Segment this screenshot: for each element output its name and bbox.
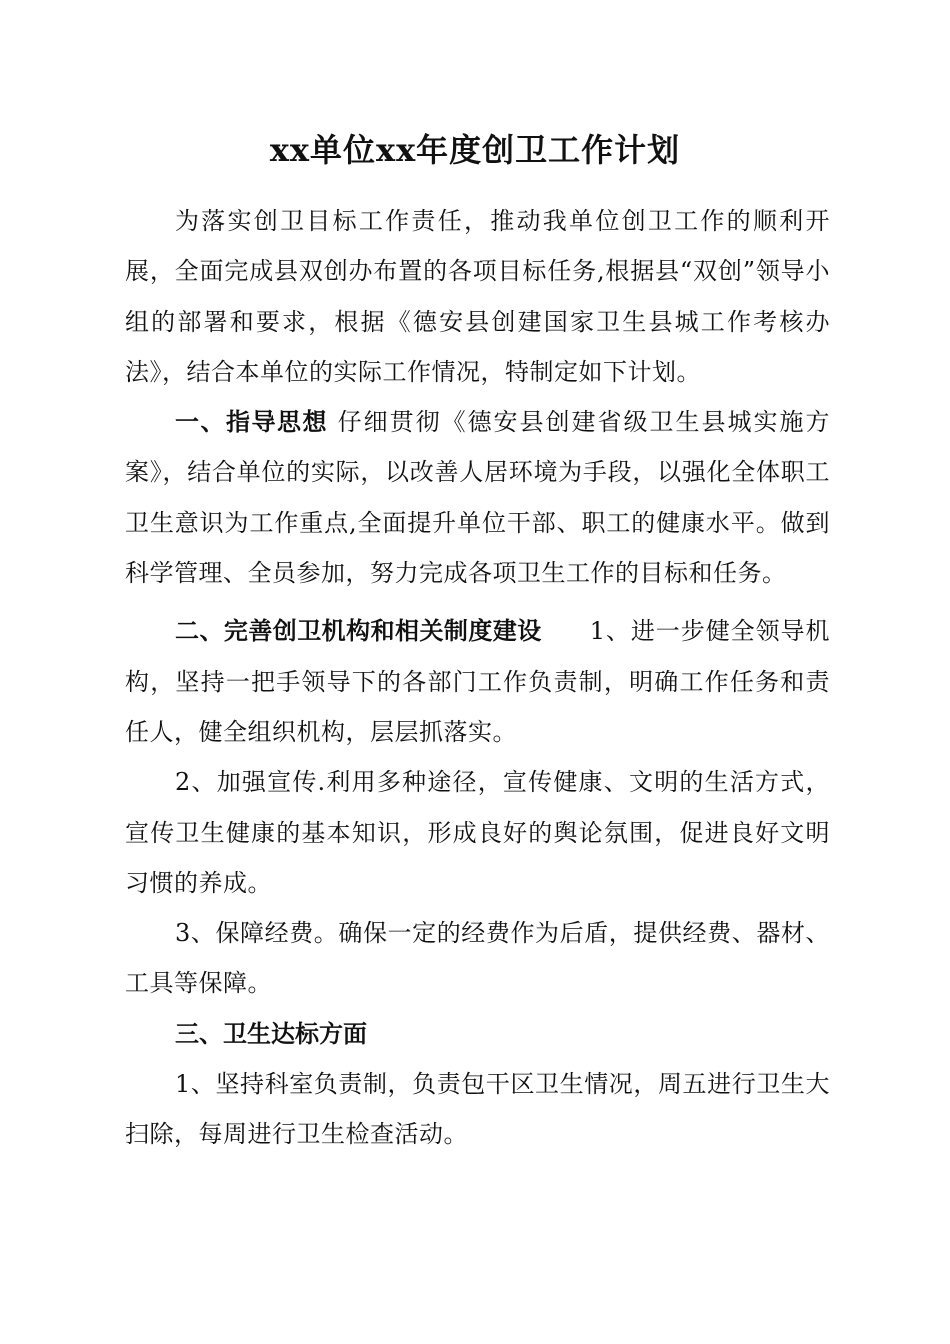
section-3-heading: 三、卫生达标方面 [175, 1019, 367, 1048]
section-2-item-3: 3、保障经费。确保一定的经费作为后盾，提供经费、器材、工具等保障。 [125, 919, 830, 998]
document-body [125, 196, 830, 1160]
section-1-paragraph [125, 397, 830, 598]
section-3-heading-paragraph [125, 1009, 830, 1059]
section-2-item-1: 1、进一步健全领导机构，坚持一把手领导下的各部门工作负责制，明确工作任务和责任人，健全组织机构，层层抓落实。 [125, 617, 830, 746]
section-2-heading: 二、完善创卫机构和相关制度建设 [175, 617, 542, 646]
spacer [125, 598, 830, 606]
intro-paragraph: 为落实创卫目标工作责任，推动我单位创卫工作的顺利开展，全面完成县双创办布置的各项目标任务,根据县“双创”领导小组的部署和要求，根据《德安县创建国家卫生县城工作考核办法》，结合本单位的实际工作情况，特制定如下计划。 [125, 207, 830, 386]
section-2-paragraph [125, 606, 830, 757]
section-2-item-2: 2、加强宣传.利用多种途径，宣传健康、文明的生活方式，宣传卫生健康的基本知识，形成良好的舆论氛围，促进良好文明习惯的养成。 [125, 768, 830, 897]
section-1-text: 仔细贯彻《德安县创建省级卫生县城实施方案》，结合单位的实际，以改善人居环境为手段，以强化全体职工卫生意识为工作重点,全面提升单位干部、职工的健康水平。做到科学管理、全员参加，努力完成各项卫生工作的目标和任务。 [125, 408, 830, 588]
section-1-heading: 一、指导思想 [175, 408, 328, 437]
document-title: xx单位xx年度创卫工作计划 [269, 131, 681, 169]
section-3-item-1: 1、坚持科室负责制，负责包干区卫生情况，周五进行卫生大扫除，每周进行卫生检查活动。 [125, 1070, 830, 1149]
